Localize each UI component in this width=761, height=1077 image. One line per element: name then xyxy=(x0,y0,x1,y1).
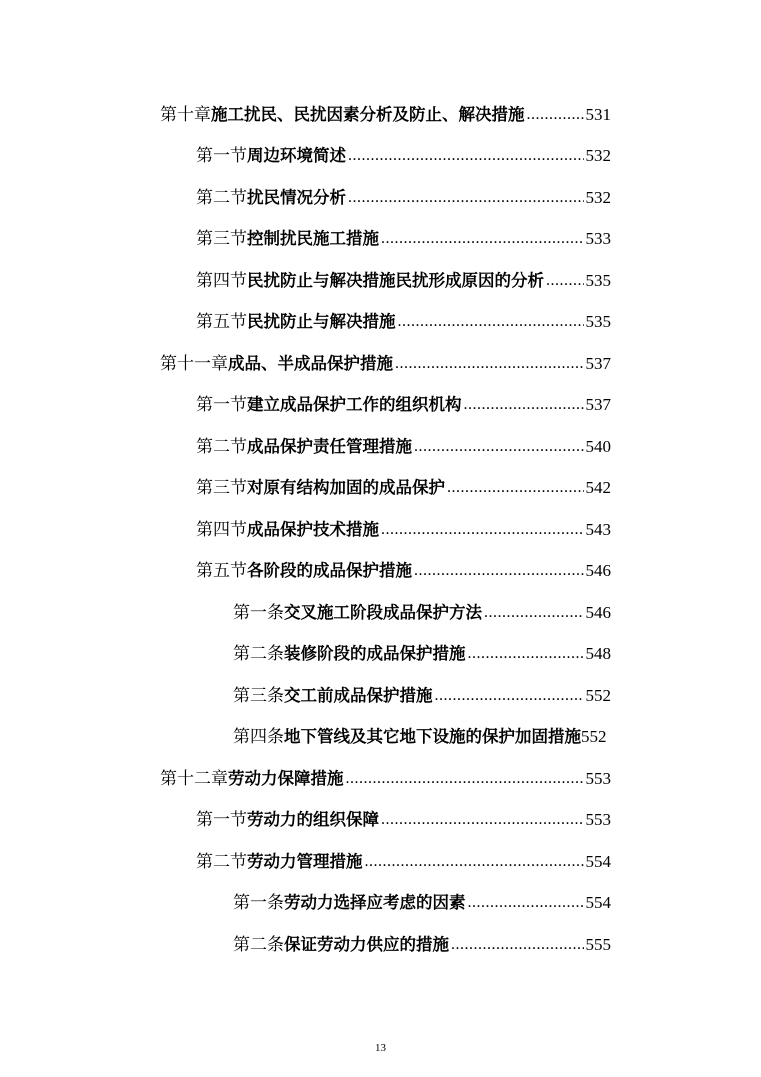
dot-leader xyxy=(346,768,584,790)
toc-entry-article[interactable] xyxy=(0,592,611,634)
toc-entry-prefix: 第二节 xyxy=(196,851,247,872)
toc-entry-page: 532 xyxy=(585,187,611,207)
toc-entry-section[interactable] xyxy=(0,426,611,468)
toc-entry-title: 对原有结构加固的成品保护 xyxy=(247,478,445,498)
dot-leader xyxy=(468,643,584,665)
toc-entry-title: 施工扰民、民扰因素分析及防止、解决措施 xyxy=(211,104,525,124)
toc-entry-prefix: 第十一章 xyxy=(160,353,228,374)
toc-entry-prefix: 第三条 xyxy=(233,685,284,706)
dot-leader xyxy=(395,353,584,375)
toc-entry-chapter-10[interactable] xyxy=(0,94,611,136)
toc-entry-page: 554 xyxy=(585,851,611,871)
toc-entry-section[interactable] xyxy=(0,841,611,883)
toc-entry-chapter-11[interactable] xyxy=(0,343,611,385)
dot-leader xyxy=(451,934,584,956)
toc-entry-page: 553 xyxy=(585,768,611,788)
toc-entry-page: 548 xyxy=(585,644,611,664)
toc-entry-page: 537 xyxy=(585,395,611,415)
toc-entry-article[interactable] xyxy=(0,634,611,676)
toc-entry-section[interactable] xyxy=(0,260,611,302)
toc-entry-title: 交工前成品保护措施 xyxy=(284,685,433,705)
dot-leader xyxy=(381,519,584,541)
toc-entry-section[interactable] xyxy=(0,177,611,219)
toc-entry-page: 555 xyxy=(585,934,611,954)
toc-entry-prefix: 第四条 xyxy=(233,727,284,748)
toc-entry-prefix: 第十二章 xyxy=(160,768,228,789)
toc-entry-title: 交叉施工阶段成品保护方法 xyxy=(284,602,482,622)
dot-leader xyxy=(435,685,584,707)
toc-entry-title: 成品保护技术措施 xyxy=(247,519,379,539)
toc-entry-prefix: 第一条 xyxy=(233,893,284,914)
toc-entry-section[interactable] xyxy=(0,800,611,842)
toc-entry-section[interactable] xyxy=(0,136,611,178)
toc-entry-page: 533 xyxy=(585,229,611,249)
toc-entry-title: 装修阶段的成品保护措施 xyxy=(284,644,466,664)
toc-entry-prefix: 第一节 xyxy=(196,395,247,416)
toc-entry-section[interactable] xyxy=(0,551,611,593)
toc-entry-title: 民扰防止与解决措施 xyxy=(247,312,396,332)
toc-entry-page: 553 xyxy=(585,810,611,830)
toc-entry-title: 周边环境简述 xyxy=(247,146,346,166)
toc-entry-title: 地下管线及其它地下设施的保护加固措施 xyxy=(284,727,581,747)
toc-entry-page: 546 xyxy=(585,602,611,622)
toc-entry-article[interactable] xyxy=(0,675,611,717)
dot-leader xyxy=(381,228,584,250)
dot-leader xyxy=(381,809,584,831)
toc-entry-page: 543 xyxy=(585,519,611,539)
dot-leader xyxy=(348,187,584,209)
toc-entry-section[interactable] xyxy=(0,219,611,261)
toc-entry-title: 民扰防止与解决措施民扰形成原因的分析 xyxy=(247,270,544,290)
dot-leader xyxy=(527,104,584,126)
toc-entry-prefix: 第一节 xyxy=(196,810,247,831)
toc-entry-title: 劳动力保障措施 xyxy=(228,768,344,788)
toc-entry-section[interactable] xyxy=(0,385,611,427)
toc-entry-title: 各阶段的成品保护措施 xyxy=(247,561,412,581)
toc-entry-page: 552 xyxy=(585,685,611,705)
toc-entry-prefix: 第三节 xyxy=(196,478,247,499)
toc-entry-title: 扰民情况分析 xyxy=(247,187,346,207)
dot-leader xyxy=(546,270,584,292)
toc-entry-title: 控制扰民施工措施 xyxy=(247,229,379,249)
toc-entry-page: 554 xyxy=(585,893,611,913)
toc-entry-prefix: 第一节 xyxy=(196,146,247,167)
toc-entry-page: 531 xyxy=(585,104,611,124)
toc-entry-title: 劳动力的组织保障 xyxy=(247,810,379,830)
dot-leader xyxy=(414,436,584,458)
toc-entry-title: 保证劳动力供应的措施 xyxy=(284,934,449,954)
toc-entry-section[interactable] xyxy=(0,302,611,344)
toc-entry-prefix: 第二条 xyxy=(233,934,284,955)
toc-entry-page: 532 xyxy=(585,146,611,166)
toc-entry-prefix: 第四节 xyxy=(196,270,247,291)
dot-leader xyxy=(414,560,584,582)
toc-entry-section[interactable] xyxy=(0,468,611,510)
toc-entry-page: 542 xyxy=(585,478,611,498)
toc-entry-title: 成品、半成品保护措施 xyxy=(228,353,393,373)
toc-entry-page: 535 xyxy=(585,312,611,332)
toc-entry-article[interactable] xyxy=(0,924,611,966)
dot-leader xyxy=(447,477,584,499)
dot-leader xyxy=(484,602,584,624)
toc-entry-prefix: 第十章 xyxy=(160,104,211,125)
toc-entry-prefix: 第五节 xyxy=(196,312,247,333)
toc-entry-article[interactable] xyxy=(0,717,761,759)
dot-leader xyxy=(365,851,584,873)
toc-entry-title: 建立成品保护工作的组织机构 xyxy=(247,395,462,415)
table-of-contents xyxy=(0,94,761,966)
dot-leader xyxy=(468,892,584,914)
toc-entry-prefix: 第二条 xyxy=(233,644,284,665)
toc-entry-prefix: 第一条 xyxy=(233,602,284,623)
toc-entry-prefix: 第二节 xyxy=(196,187,247,208)
toc-entry-prefix: 第三节 xyxy=(196,229,247,250)
toc-entry-page: 552 xyxy=(581,727,607,747)
toc-entry-prefix: 第二节 xyxy=(196,436,247,457)
toc-entry-page: 537 xyxy=(585,353,611,373)
dot-leader xyxy=(398,311,584,333)
toc-entry-title: 劳动力管理措施 xyxy=(247,851,363,871)
toc-entry-title: 劳动力选择应考虑的因素 xyxy=(284,893,466,913)
dot-leader xyxy=(348,145,584,167)
dot-leader xyxy=(464,394,584,416)
toc-entry-prefix: 第五节 xyxy=(196,561,247,582)
toc-entry-article[interactable] xyxy=(0,883,611,925)
toc-entry-prefix: 第四节 xyxy=(196,519,247,540)
toc-entry-section[interactable] xyxy=(0,509,611,551)
toc-entry-page: 546 xyxy=(585,561,611,581)
toc-entry-page: 540 xyxy=(585,436,611,456)
page-number: 13 xyxy=(375,1042,386,1054)
toc-entry-title: 成品保护责任管理措施 xyxy=(247,436,412,456)
toc-entry-page: 535 xyxy=(585,270,611,290)
toc-entry-chapter-12[interactable] xyxy=(0,758,611,800)
